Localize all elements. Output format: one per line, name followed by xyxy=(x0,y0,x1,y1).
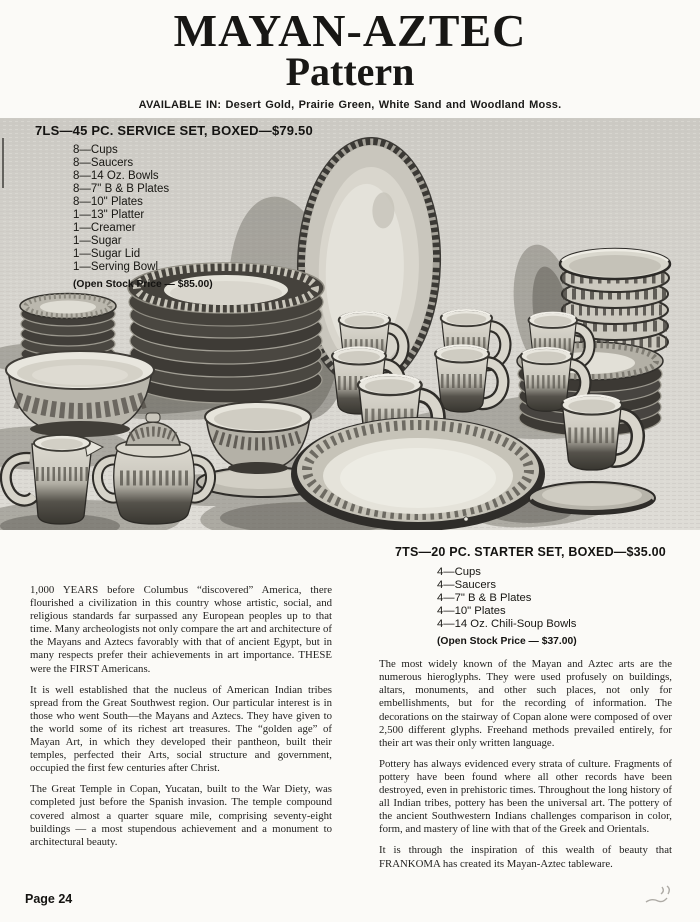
product-photo xyxy=(0,118,700,530)
pattern-title: MAYAN-AZTEC xyxy=(173,5,527,56)
service-set-listing xyxy=(35,123,365,290)
page-header xyxy=(0,6,700,111)
body-paragraph: Pottery has always evidenced every strata of culture. Fragments of pottery have been found where all other records have been destroyed, even in prehistoric times. Throughout the long history of all Indian tribes, pottery has been the universal art. The pottery of the ancient Southwestern Indians challenges comparison in color, form, and mastery of line with that of the Greek and Orientals. xyxy=(379,757,672,836)
pattern-subtitle: Pattern xyxy=(285,49,415,94)
bowl-stack-14oz xyxy=(560,249,670,356)
body-paragraph: The Great Temple in Copan, Yucatan, built to the War Diety, was completed just before the Spanish invasion. The temple compound covered almost a quarter square mile, comprising seventy-eight buildings — a most stupendous achievement and a monument to architectural beauty. xyxy=(30,783,332,848)
service-set-item: 1—13" Platter xyxy=(73,209,145,221)
body-paragraph: It is well established that the nucleus of American Indian tribes spread from the Great Southwest region. Our particular interest is in those who went South—the Mayans and Aztecs. They have given to the world some of its richest art treasures. The “golden age” of Mayan Art, in which they developed their pantheon, built their temples, perfected their Arts, social structure and government, occupied the first few centuries after Christ. xyxy=(30,683,332,775)
dinner-plate xyxy=(291,417,545,530)
service-set-items xyxy=(35,144,365,274)
left-column xyxy=(30,584,332,857)
pencil-scribble xyxy=(638,884,674,910)
starter-set-items xyxy=(379,566,672,631)
starter-set-item: 4—10" Plates xyxy=(437,605,506,618)
service-set-item: 8—7" B & B Plates xyxy=(73,183,170,195)
right-column xyxy=(379,546,672,879)
service-set-item: 1—Serving Bowl xyxy=(73,261,159,273)
service-set-open-stock: (Open Stock Price — $85.00) xyxy=(73,279,213,290)
service-set-item: 8—14 Oz. Bowls xyxy=(73,170,159,182)
service-set-item: 1—Creamer xyxy=(73,222,136,234)
availability-line: AVAILABLE IN: Desert Gold, Prairie Green, White Sand and Woodland Moss. xyxy=(138,99,562,111)
scan-artifact-line xyxy=(2,138,4,188)
starter-set-item: 4—Cups xyxy=(437,566,481,579)
starter-set-item: 4—7" B & B Plates xyxy=(437,592,532,605)
starter-set-item: 4—Saucers xyxy=(437,579,497,592)
service-set-item: 8—Saucers xyxy=(73,157,134,169)
service-set-heading: 7LS—45 PC. SERVICE SET, BOXED—$79.50 xyxy=(35,123,313,138)
service-set-item: 8—10" Plates xyxy=(73,196,143,208)
body-paragraph: It is through the inspiration of this wealth of beauty that FRANKOMA has created its Mayan-Aztec tableware. xyxy=(379,844,672,870)
starter-set-listing xyxy=(379,546,672,648)
service-set-item: 1—Sugar xyxy=(73,235,122,247)
service-set-item: 8—Cups xyxy=(73,144,118,156)
page-number: Page 24 xyxy=(25,892,73,906)
starter-set-item: 4—14 Oz. Chili-Soup Bowls xyxy=(437,618,577,631)
body-paragraph: The most widely known of the Mayan and Aztec arts are the numerous hieroglyphs. They were used profusely on buildings, altars, monuments, and other such places, not only for embellishments, but for the recording of information. The decorations on the stairway of Copan alone were composed of over 2,500 different glyphs. Freehand methods prevailed entirely, for their art was their only written language. xyxy=(379,658,672,749)
starter-set-heading: 7TS—20 PC. STARTER SET, BOXED—$35.00 xyxy=(395,545,666,559)
body-paragraph: 1,000 YEARS before Columbus “discovered” America, there flourished a civilization in this country whose artistic, social, and religious standards far surpassed any European peoples up to that time. Many archeologists not only compare the art and architecture of the Mayans and Aztecs favorably with that of ancient Egypt, but in many respects prefer their achievements in art importance. THESE were the FIRST Americans. xyxy=(30,584,332,675)
service-set-item: 1—Sugar Lid xyxy=(73,248,141,260)
starter-set-open-stock: (Open Stock Price — $37.00) xyxy=(437,636,577,648)
